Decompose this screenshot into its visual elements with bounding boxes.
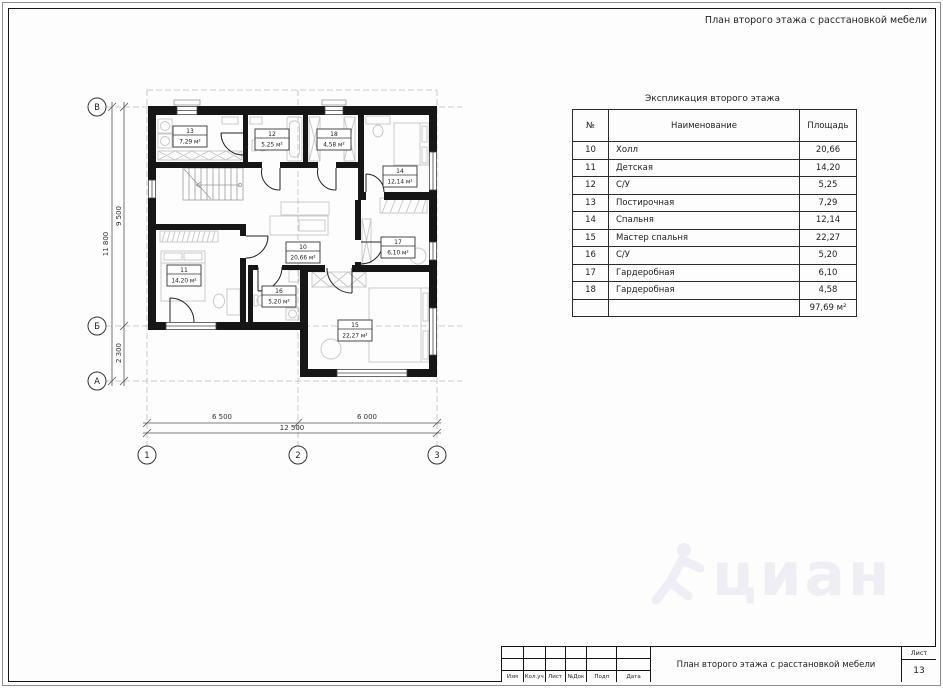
table-row [573, 159, 857, 177]
room-area: 20,66 м² [290, 255, 316, 262]
title-block-label: Кол.уч [524, 647, 546, 682]
room-area: 5,25 м² [261, 142, 283, 149]
cell-name: Спальня [609, 212, 800, 230]
cell-name: С/У [609, 177, 800, 195]
dim-h-left: 6 500 [211, 413, 233, 421]
cell-num: 10 [573, 142, 609, 160]
room-label-16 [262, 286, 296, 307]
cell-area: 6,10 [800, 264, 857, 282]
cell-area: 4,58 [800, 282, 857, 300]
sheet-number: 13 [913, 666, 925, 676]
cell-num: 18 [573, 282, 609, 300]
empty-cell [573, 299, 609, 317]
cell-name: Холл [609, 142, 800, 160]
table-row [573, 212, 857, 230]
column-header: Наименование [609, 110, 800, 142]
room-number: 10 [299, 244, 307, 251]
cell-num: 15 [573, 229, 609, 247]
title-block-title: План второго этажа с расстановкой мебели [676, 659, 876, 670]
room-number: 15 [351, 322, 359, 329]
cell-area: 5,20 [800, 247, 857, 265]
title-block-columns [502, 647, 651, 682]
furniture-hall [270, 202, 329, 235]
title-block-label: №Док [566, 647, 588, 682]
axis-row-a: А [94, 377, 100, 387]
cell-name: С/У [609, 247, 800, 265]
cell-num: 12 [573, 177, 609, 195]
room-number: 13 [186, 128, 194, 135]
room-area: 22,27 м² [342, 333, 368, 340]
cell-num: 17 [573, 264, 609, 282]
room-label-14 [383, 166, 417, 187]
axis-col-1: 1 [144, 451, 150, 461]
cell-name: Мастер спальня [609, 229, 800, 247]
cell-name: Гардеробная [609, 264, 800, 282]
axis-col-2: 2 [295, 451, 301, 461]
cell-name: Детская [609, 159, 800, 177]
cell-num: 13 [573, 194, 609, 212]
table-row [573, 194, 857, 212]
explication-table [572, 109, 857, 317]
room-label-10 [286, 242, 320, 263]
axis-markers [88, 98, 446, 464]
cell-name: Гардеробная [609, 282, 800, 300]
furniture-room14 [366, 116, 429, 165]
room-area: 14,20 м² [171, 278, 197, 285]
room-area: 4,58 м² [323, 142, 345, 149]
room-area: 7,29 м² [179, 139, 201, 146]
dim-v-lower: 2 300 [115, 342, 123, 364]
table-total-row [573, 299, 857, 317]
title-block-label: Дата [626, 674, 641, 680]
title-block-label: Лист [546, 647, 566, 682]
cell-name: Постирочная [609, 194, 800, 212]
total-area: 97,69 м² [800, 299, 857, 317]
cell-num: 11 [573, 159, 609, 177]
room-number: 18 [330, 131, 338, 138]
room-number: 17 [394, 239, 402, 246]
axis-row-b: Б [94, 322, 100, 332]
cell-area: 20,66 [800, 142, 857, 160]
title-block-hline [502, 658, 650, 659]
sheet-label: Лист [902, 647, 936, 660]
axis-row-v: В [94, 103, 100, 113]
cell-area: 12,14 [800, 212, 857, 230]
table-row [573, 264, 857, 282]
room-number: 12 [268, 131, 276, 138]
sheet-header-title: План второго этажа с расстановкой мебели [704, 15, 927, 26]
room-label-17 [381, 237, 415, 258]
axis-col-3: 3 [434, 451, 440, 461]
room-label-11 [167, 265, 201, 286]
room-number: 16 [275, 288, 283, 295]
empty-cell [609, 299, 800, 317]
cell-area: 5,25 [800, 177, 857, 195]
room-area: 6,10 м² [387, 250, 409, 257]
table-row [573, 229, 857, 247]
dim-h-right: 6 000 [356, 413, 378, 421]
cell-area: 22,27 [800, 229, 857, 247]
title-block [501, 646, 936, 682]
dim-v-upper: 9 500 [115, 205, 123, 227]
table-row [573, 142, 857, 160]
furniture-room15 [312, 272, 429, 362]
title-block-sheet [901, 647, 936, 682]
staircase [183, 168, 243, 200]
table-row [573, 247, 857, 265]
cell-num: 16 [573, 247, 609, 265]
title-block-label: Подп [587, 647, 617, 682]
table-row [573, 282, 857, 300]
room-number: 11 [180, 267, 188, 274]
room-label-18 [317, 129, 351, 150]
watermark-text: циан [712, 540, 893, 610]
explication-title: Экспликация второго этажа [644, 94, 781, 104]
room-label-12 [255, 129, 289, 150]
title-block-hline [502, 670, 650, 671]
dim-h-total: 12 500 [279, 424, 305, 432]
title-block-label: Изм [502, 647, 524, 682]
cell-area: 7,29 [800, 194, 857, 212]
room-area: 12,14 м² [387, 179, 413, 186]
room-label-15 [338, 320, 372, 341]
room-label-13 [173, 126, 207, 147]
explication-block [572, 94, 853, 317]
dim-v-total: 11 800 [102, 231, 110, 257]
column-header: Площадь [800, 110, 857, 142]
room-number: 14 [396, 168, 404, 175]
cell-num: 14 [573, 212, 609, 230]
column-header: № [573, 110, 609, 142]
table-row [573, 177, 857, 195]
room-area: 5,20 м² [268, 299, 290, 306]
cell-area: 14,20 [800, 159, 857, 177]
